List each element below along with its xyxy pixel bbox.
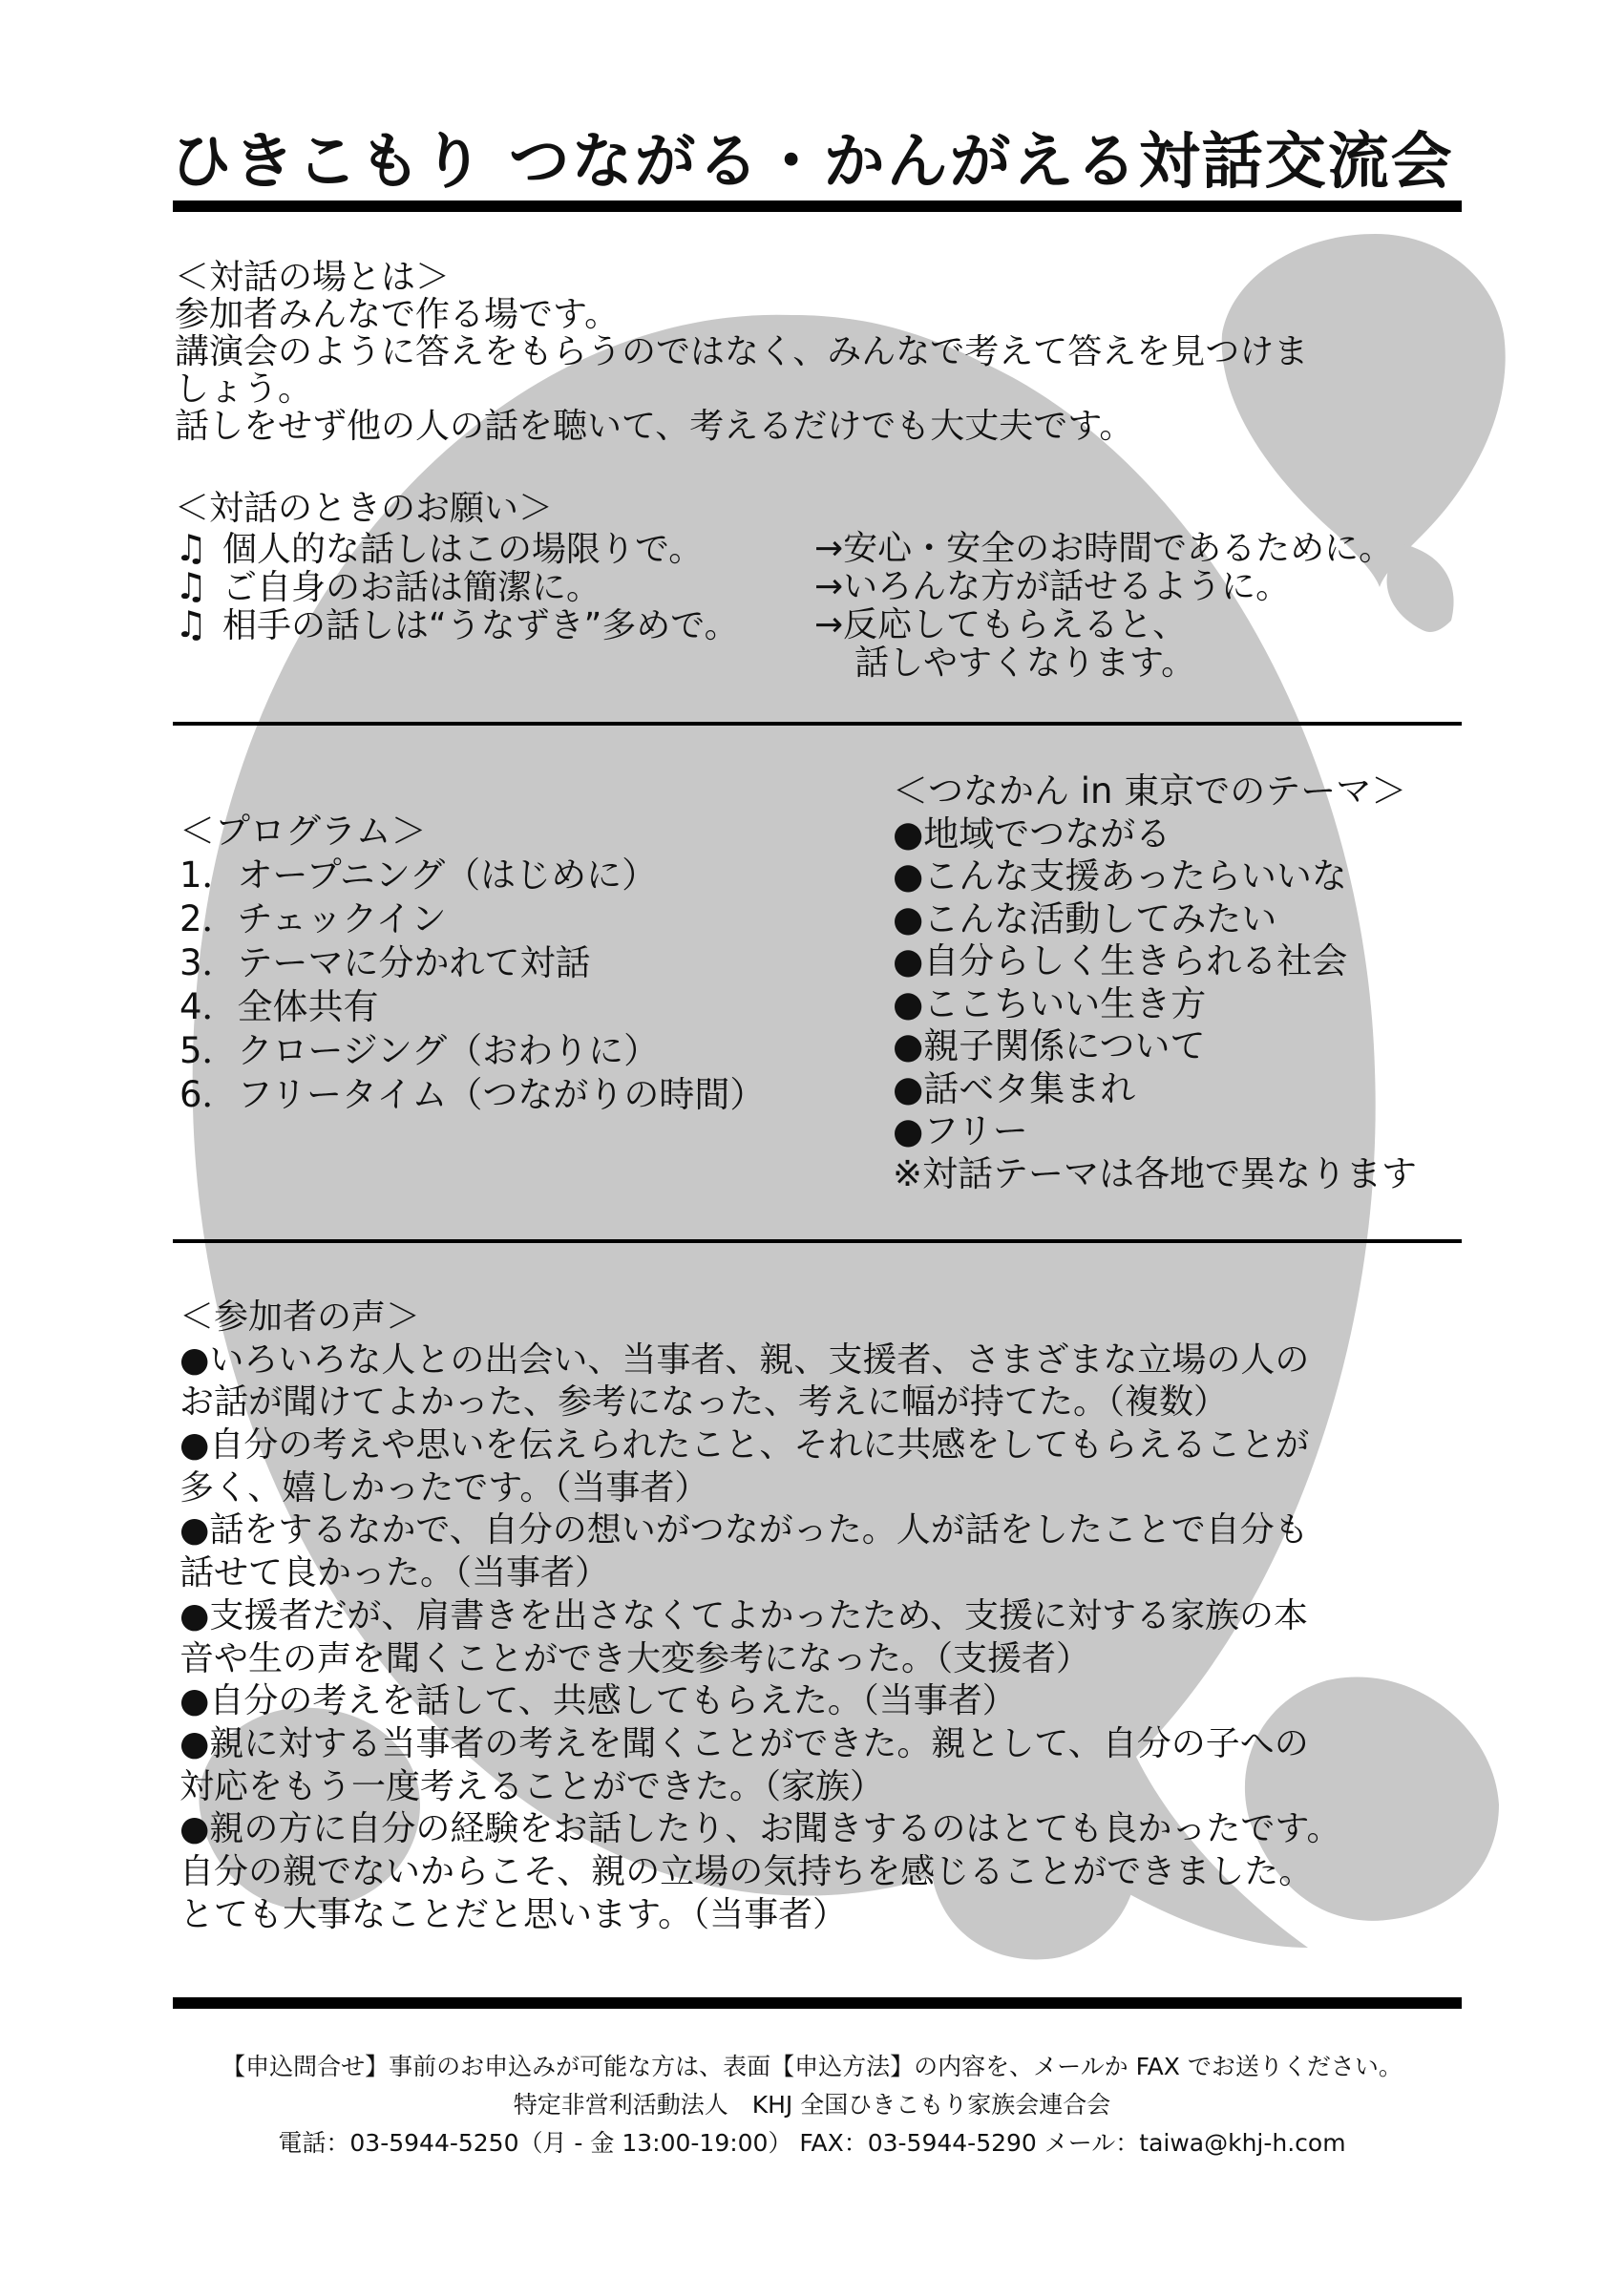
themes-note: ※対話テーマは各地で異なります — [893, 1152, 1418, 1194]
section-divider — [173, 722, 1462, 726]
music-note-icon: ♫ — [175, 565, 208, 607]
voice-line: ●自分の考えや思いを伝えられたこと、それに共感をしてもらえることが — [179, 1425, 1310, 1466]
theme-item: ●自分らしく生きられる社会 — [893, 940, 1348, 981]
voice-line: ●親の方に自分の経験をお話したり、お聞きするのはとても良かったです。 — [179, 1809, 1341, 1849]
program-item: 6．フリータイム（つながりの時間） — [179, 1074, 766, 1115]
requests-heading: ＜対話のときのお願い＞ — [175, 489, 554, 528]
program-item: 5．クロージング（おわりに） — [179, 1030, 660, 1071]
request-item — [175, 527, 739, 569]
program-item: 1．オープニング（はじめに） — [179, 854, 658, 896]
theme-item: ●フリー — [893, 1110, 1028, 1151]
voice-line: 対応をもう一度考えることができた。（家族） — [179, 1766, 885, 1806]
requests-list — [175, 527, 739, 645]
voice-line: 自分の親でないからこそ、親の立場の気持ちを感じることができました。 — [179, 1851, 1314, 1891]
requests-reasons — [814, 530, 1393, 683]
program-item: 4．全体共有 — [179, 986, 379, 1027]
page-title: ひきこもり つながる・かんがえる対話交流会 — [170, 127, 1454, 198]
voice-line: 多く、嬉しかったです。（当事者） — [179, 1467, 709, 1508]
theme-item: ●こんな活動してみたい — [893, 897, 1277, 939]
title-divider — [173, 200, 1462, 212]
request-reason-continued: 話しやすくなります。 — [854, 643, 1196, 683]
theme-item: ●地域でつながる — [893, 812, 1171, 854]
request-reason: →反応してもらえると、 — [814, 605, 1188, 644]
intro-line: 講演会のように答えをもらうのではなく、みんなで考えて答えを見つけま — [175, 332, 1309, 371]
theme-item: ●話ベタ集まれ — [893, 1067, 1136, 1109]
intro-line: 参加者みんなで作る場です。 — [175, 295, 620, 334]
voice-line: ●支援者だが、肩書きを出さなくてよかったため、支援に対する家族の本 — [179, 1595, 1308, 1635]
footer-divider — [173, 1997, 1462, 2009]
themes-section — [893, 770, 1417, 1195]
theme-item: ●ここちいい生き方 — [893, 982, 1207, 1024]
music-note-icon: ♫ — [175, 527, 208, 569]
right-small-balloon-shape — [1387, 544, 1454, 632]
request-text: 相手の話しは“うなずき”多めで。 — [222, 606, 739, 645]
voice-line: ●話をするなかで、自分の想いがつながった。人が話をしたことで自分も — [179, 1510, 1309, 1550]
voice-line: 音や生の声を聞くことができ大変参考になった。（支援者） — [179, 1638, 1091, 1678]
request-text: ご自身のお話は簡潔に。 — [222, 568, 601, 607]
program-item: 3．テーマに分かれて対話 — [179, 942, 591, 983]
contact-footer — [0, 2048, 1624, 2162]
program-section — [179, 810, 765, 1117]
request-item — [175, 603, 739, 645]
theme-item: ●親子関係について — [893, 1025, 1206, 1066]
voices-heading: ＜参加者の声＞ — [179, 1297, 421, 1337]
intro-heading: ＜対話の場とは＞ — [175, 258, 451, 297]
request-item — [175, 565, 739, 607]
intro-line: しょう。 — [175, 369, 313, 409]
voice-line: ●自分の考えを話して、共感してもらえた。（当事者） — [179, 1681, 1017, 1721]
music-note-icon: ♫ — [175, 603, 208, 645]
intro-line: 話しをせず他の人の話を聴いて、考えるだけでも大丈夫です。 — [175, 407, 1134, 446]
footer-application-note: 【申込問合せ】事前のお申込みが可能な方は、表面【申込方法】の内容を、メールか FAX でお送りください。 — [221, 2053, 1403, 2080]
footer-contact-info: 電話：03-5944-5250（月 - 金 13:00-19:00） FAX：03-5944-5290 メール：taiwa@khj-h.com — [278, 2129, 1346, 2157]
voice-line: ●いろいろな人との出会い、当事者、親、支援者、さまざまな立場の人の — [179, 1339, 1310, 1380]
section-divider — [173, 1239, 1462, 1243]
program-item: 2．チェックイン — [179, 898, 447, 939]
voice-line: 話せて良かった。（当事者） — [179, 1553, 610, 1593]
voice-line: とても大事なことだと思います。（当事者） — [179, 1894, 848, 1934]
request-reason: →安心・安全のお時間であるために。 — [814, 529, 1394, 568]
request-text: 個人的な話しはこの場限りで。 — [222, 530, 704, 569]
program-heading: ＜プログラム＞ — [179, 811, 427, 852]
theme-item: ●こんな支援あったらいいな — [893, 855, 1347, 896]
voice-line: ●親に対する当事者の考えを聞くことができた。親として、自分の子への — [179, 1723, 1309, 1763]
footer-organization: 特定非営利活動法人 KHJ 全国ひきこもり家族会連合会 — [513, 2091, 1111, 2119]
themes-heading: ＜つなかん in 東京でのテーマ＞ — [893, 770, 1407, 812]
request-reason: →いろんな方が話せるように。 — [814, 567, 1291, 606]
voices-section — [179, 1297, 1341, 1936]
voice-line: お話が聞けてよかった、参考になった、考えに幅が持てた。（複数） — [179, 1382, 1229, 1423]
intro-section — [175, 259, 1308, 445]
